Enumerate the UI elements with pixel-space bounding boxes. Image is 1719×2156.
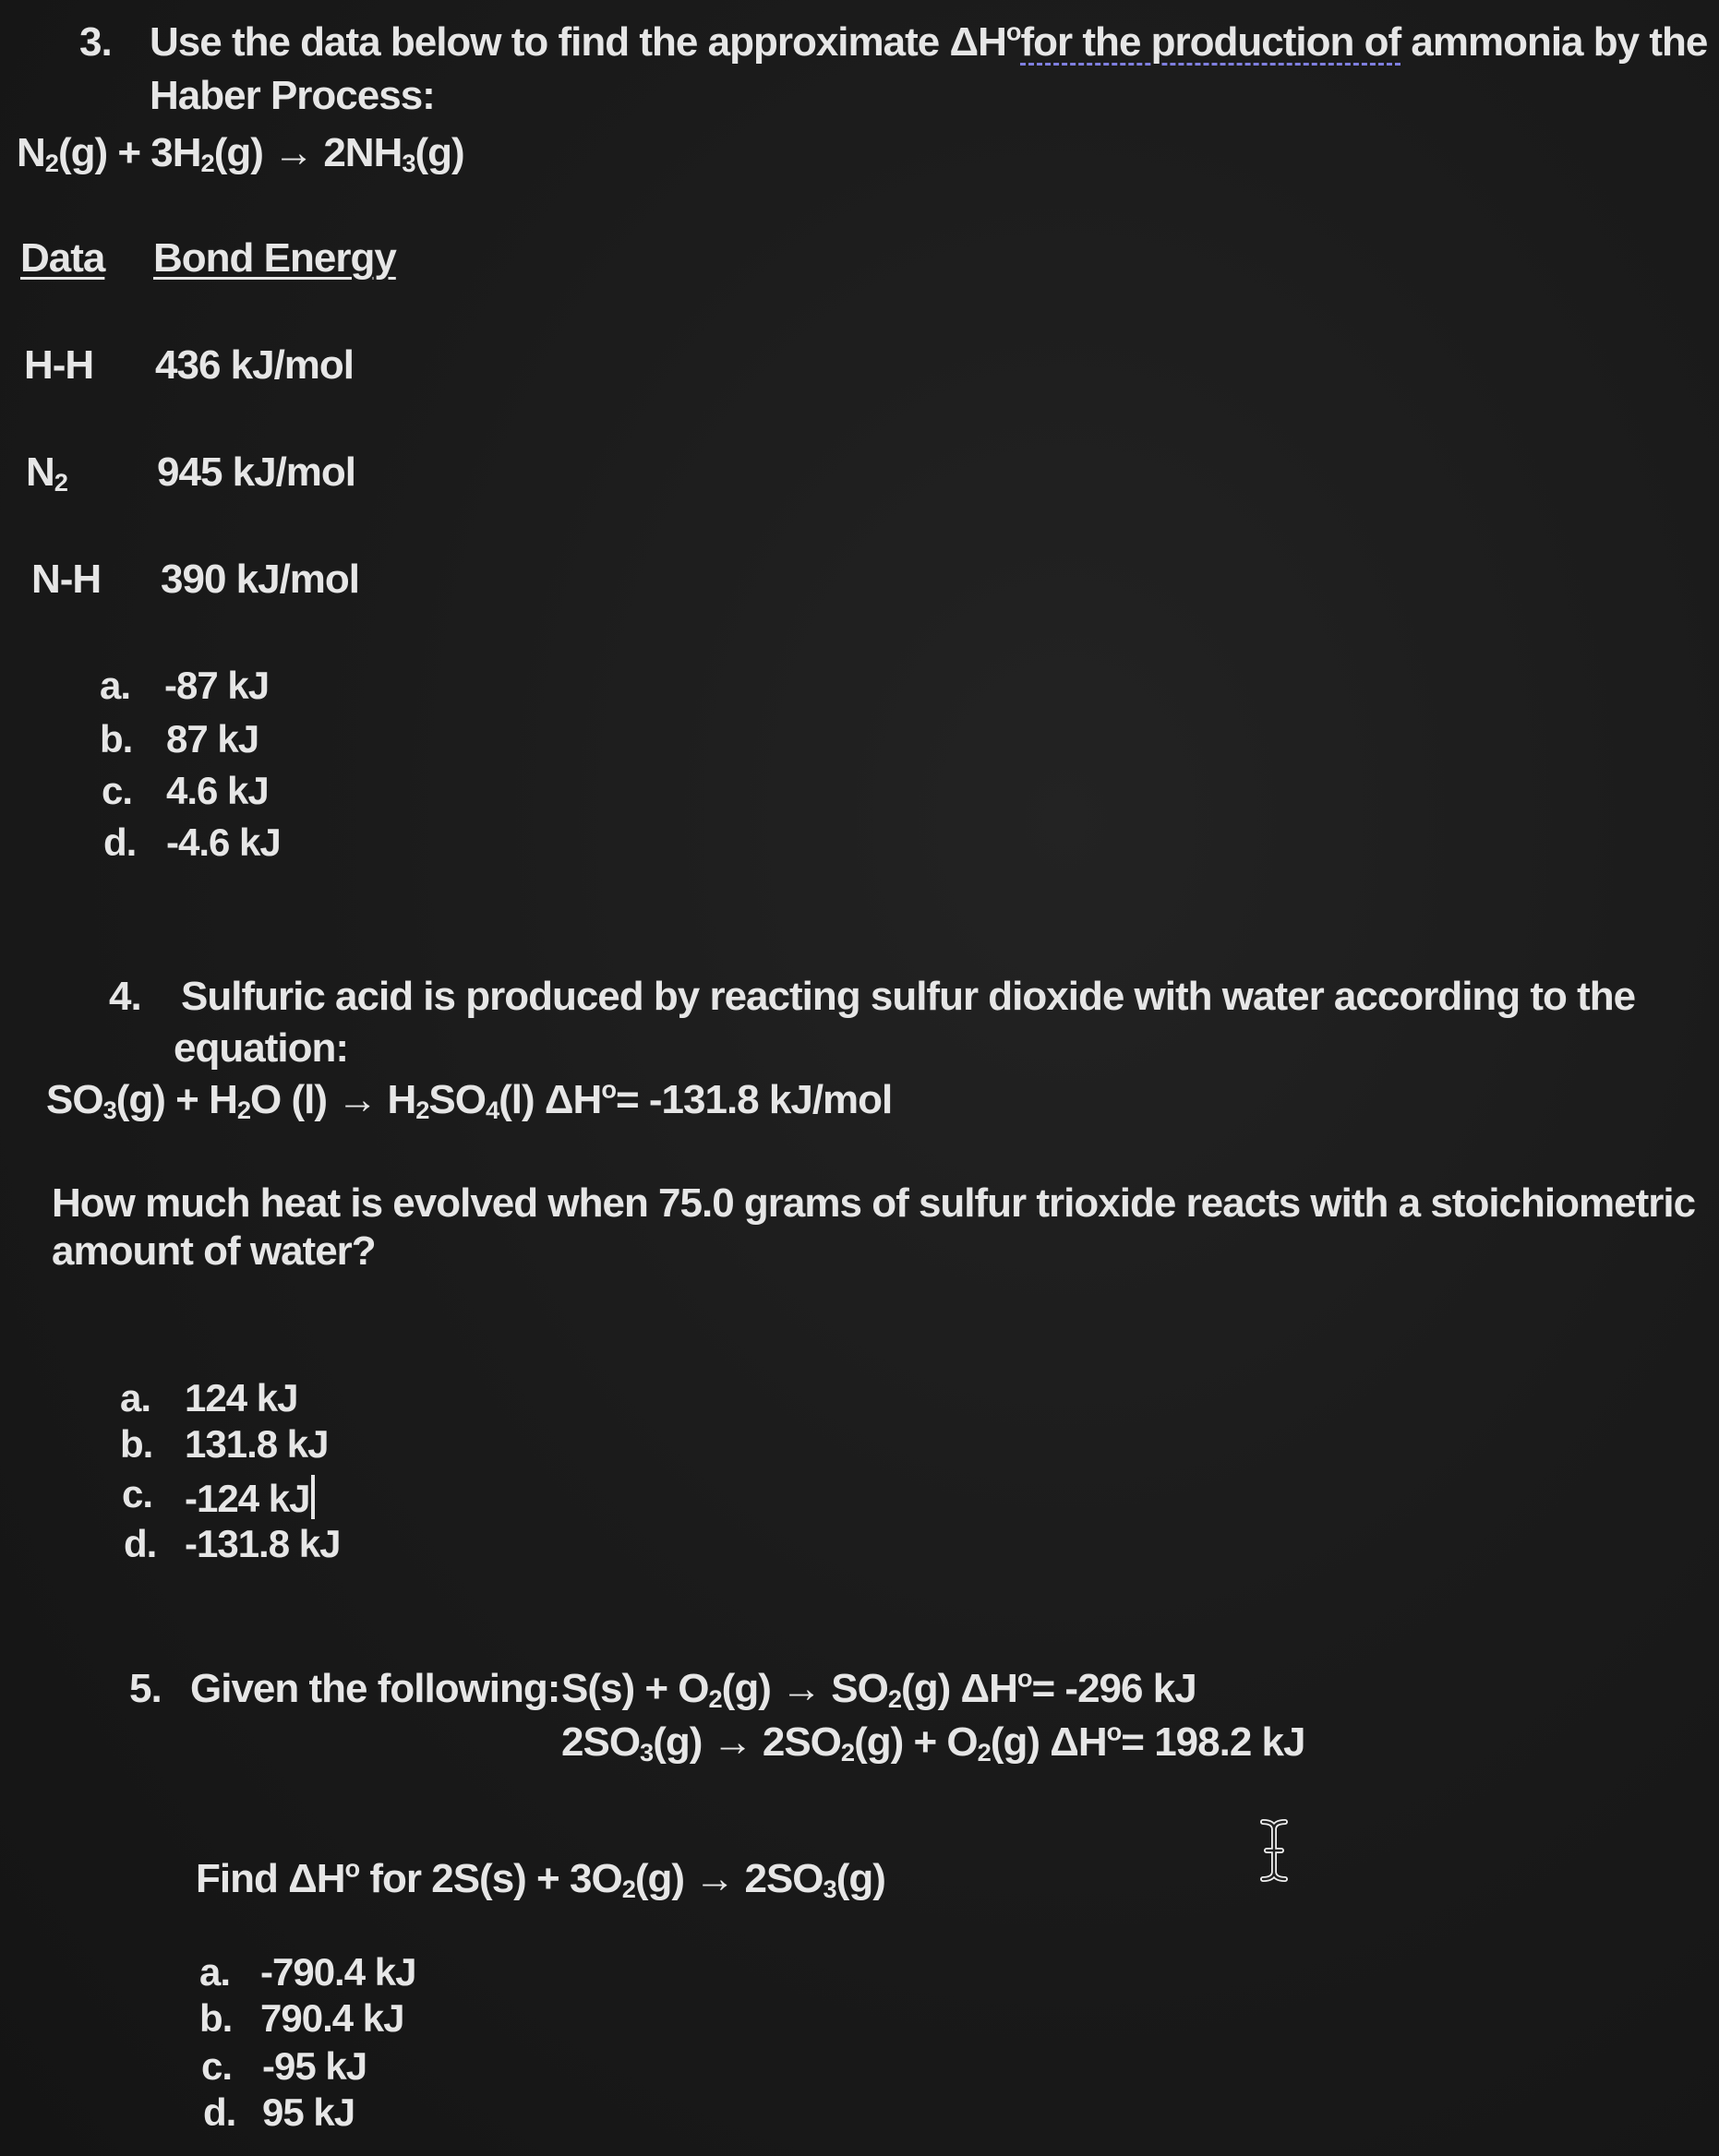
text-caret <box>311 1475 315 1519</box>
q3-option-c: 4.6 kJ <box>166 769 269 812</box>
bond-hh-value: 436 kJ/mol <box>155 342 355 388</box>
q3-prompt-line2: Haber Process: <box>150 73 435 118</box>
q3-option-b: 87 kJ <box>166 717 259 761</box>
q3-prompt-line1: Use the data below to find the approximate $\Delta H^ofor$ the production of ammonia by the <box>150 17 1708 65</box>
q5-option-b-letter: b. <box>199 1996 233 2040</box>
bond-n2-label: $N_2$ <box>26 449 67 497</box>
q3-number: 3. <box>79 19 112 65</box>
q3-spellcheck-phrase[interactable]: for the production of <box>1020 19 1401 65</box>
q4-option-b-letter: b. <box>120 1422 153 1466</box>
q4-question-line1: How much heat is evolved when 75.0 grams of sulfur trioxide reacts with a stoichiometric <box>52 1180 1696 1226</box>
q5-equation-2: $2SO_3(g) \to 2SO_2(g) + O_2(g)$ $\Delta H^o= 198.2$ kJ <box>561 1717 1305 1767</box>
q4-option-a-letter: a. <box>120 1376 151 1419</box>
q4-option-b: 131.8 kJ <box>185 1422 329 1466</box>
q5-option-d: 95 kJ <box>262 2090 355 2134</box>
q4-option-a: 124 kJ <box>185 1376 298 1419</box>
q5-number: 5. <box>129 1666 162 1711</box>
q3-option-a: -87 kJ <box>164 664 270 707</box>
q5-option-b: 790.4 kJ <box>260 1996 404 2040</box>
q5-option-c-letter: c. <box>201 2044 233 2088</box>
q4-option-d: -131.8 kJ <box>185 1522 341 1565</box>
q4-option-c-letter: c. <box>122 1472 153 1515</box>
bond-hh-label: H-H <box>24 342 94 388</box>
q5-option-d-letter: d. <box>203 2090 236 2134</box>
bond-nh-value: 390 kJ/mol <box>161 557 360 602</box>
q4-prompt-line1: Sulfuric acid is produced by reacting sulfur dioxide with water according to the <box>181 974 1636 1019</box>
table-header-data: Data <box>20 235 105 281</box>
q3-option-d-letter: d. <box>103 820 137 864</box>
q5-given-label: Given the following: <box>190 1666 560 1711</box>
q3-option-b-letter: b. <box>100 717 133 761</box>
q5-option-a: -790.4 kJ <box>260 1950 416 1994</box>
ibeam-cursor-icon <box>1256 1818 1292 1883</box>
q5-equation-1: $S(s) + O_2(g) \to SO_2(g)$ $\Delta H^o= -296$ kJ <box>561 1663 1196 1713</box>
q5-option-a-letter: a. <box>199 1950 231 1994</box>
bond-nh-label: N-H <box>31 557 102 602</box>
bond-n2-value: 945 kJ/mol <box>157 449 356 495</box>
q3-option-d: -4.6 kJ <box>166 820 281 864</box>
q4-number: 4. <box>109 974 141 1019</box>
q3-option-c-letter: c. <box>102 769 133 812</box>
q4-option-c[interactable]: -124 kJ <box>185 1475 315 1519</box>
q5-find-statement: Find $\Delta H^o$ for $2S(s) + 3O_2(g) \to 2SO_3(g)$ <box>196 1853 885 1903</box>
table-header-bond-energy: Bond Energy <box>153 235 396 281</box>
q3-equation: $N_2(g) + 3H_2(g) \to 2NH_3(g)$ <box>17 130 464 177</box>
q4-prompt-line2: equation: <box>174 1025 348 1071</box>
q5-option-c: -95 kJ <box>262 2044 367 2088</box>
q4-equation: $SO_3(g) + H_2O$ $(l) \to H_2SO_4(l)$ $\Delta H^o= -131.8$ kJ/mol <box>46 1074 893 1124</box>
q4-question-line2: amount of water? <box>52 1228 376 1274</box>
q3-option-a-letter: a. <box>100 664 131 707</box>
q4-option-d-letter: d. <box>124 1522 157 1565</box>
